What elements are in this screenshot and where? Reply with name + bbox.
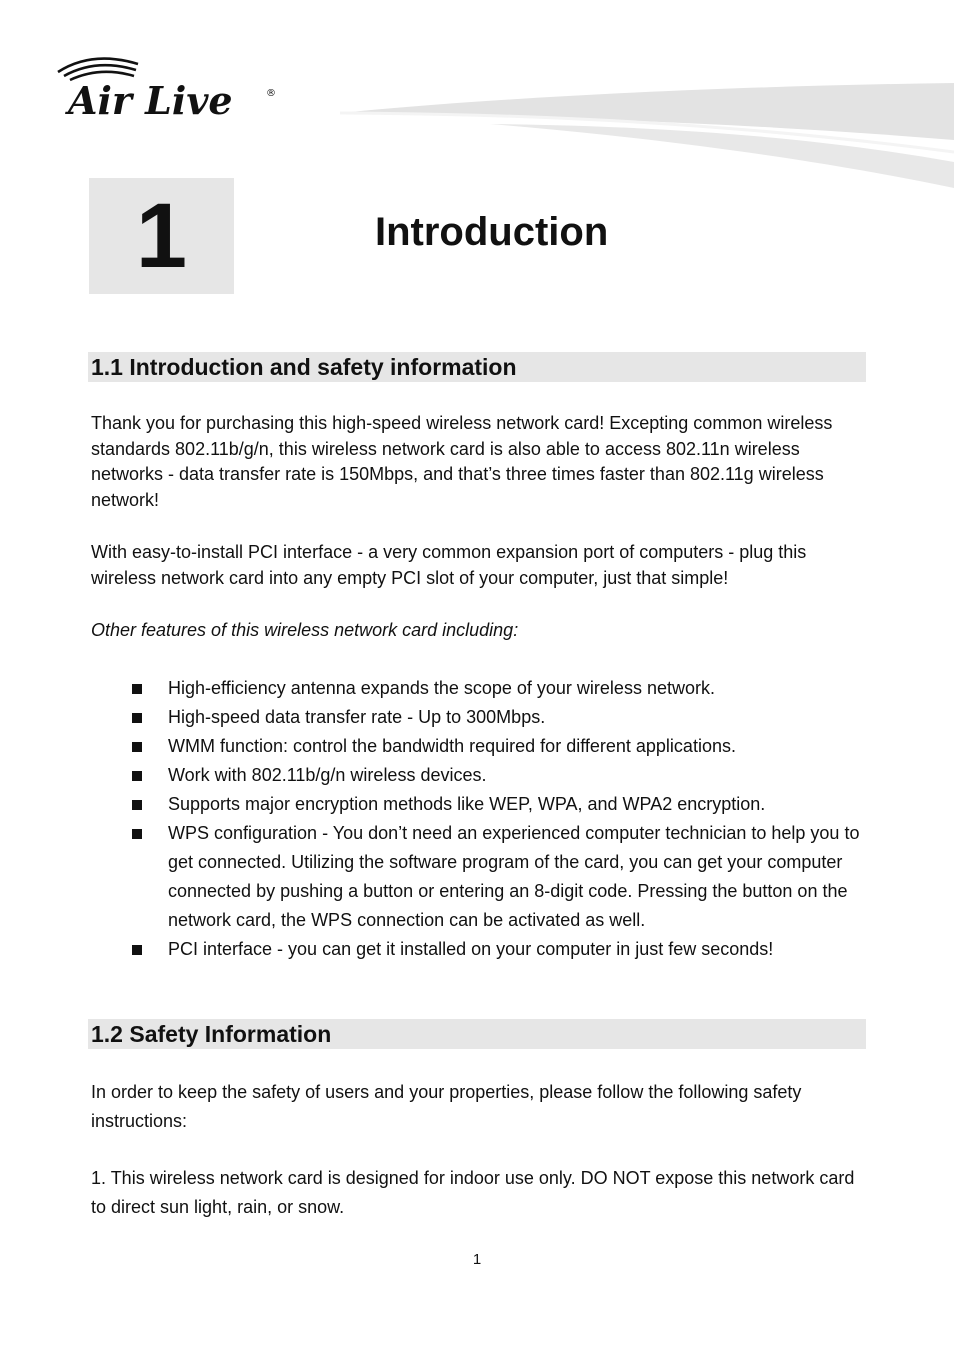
safety-instruction-1: 1. This wireless network card is designed for indoor use only. DO NOT expose this network card to direct sun light, rain, or snow. [91, 1168, 855, 1217]
pci-paragraph: With easy-to-install PCI interface - a very common expansion port of computers - plug this wireless network card into any empty PCI slot of your computer, just that simple! [91, 542, 807, 588]
chapter-title: Introduction [375, 210, 609, 254]
chapter-number: 1 [135, 185, 188, 287]
header-swoosh [340, 80, 954, 195]
square-bullet-icon [132, 945, 142, 955]
page-number: 1 [472, 1251, 482, 1268]
list-item: PCI interface - you can get it installed on your computer in just few seconds! [91, 935, 871, 964]
chapter-number-box [89, 178, 234, 294]
square-bullet-icon [132, 800, 142, 810]
square-bullet-icon [132, 713, 142, 723]
list-item: High-speed data transfer rate - Up to 300Mbps. [91, 703, 871, 732]
list-item: Supports major encryption methods like WEP, WPA, and WPA2 encryption. [91, 790, 871, 819]
list-item: WPS configuration - You don’t need an experienced computer technician to help you to get connected. Utilizing the software program of the card, you can get your computer connected by pushing a button or entering an 8-digit code. Pressing the button on the network card, the WPS connection can be activated as well. [91, 819, 871, 935]
list-item: WMM function: control the bandwidth required for different applications. [91, 732, 871, 761]
list-item: High-efficiency antenna expands the scope of your wireless network. [91, 674, 871, 703]
logo-wordmark: Air Live [68, 78, 233, 123]
intro-paragraph: Thank you for purchasing this high-speed wireless network card! Excepting common wireless standards 802.11b/g/n, this wireless network card is also able to access 802.11n wireless networks - data transfer rate is 150Mbps, and that’s three times faster than 802.11g wireless network! [91, 413, 833, 510]
square-bullet-icon [132, 829, 142, 839]
safety-intro-paragraph: In order to keep the safety of users and your properties, please follow the following safety instructions: [91, 1082, 802, 1131]
airlive-logo [52, 52, 284, 124]
features-list [91, 674, 871, 964]
square-bullet-icon [132, 684, 142, 694]
features-intro: Other features of this wireless network card including: [91, 620, 519, 640]
svg-text:®: ® [266, 88, 276, 99]
list-item: Work with 802.11b/g/n wireless devices. [91, 761, 871, 790]
section-heading-intro-safety: 1.1 Introduction and safety information [88, 352, 866, 382]
square-bullet-icon [132, 742, 142, 752]
square-bullet-icon [132, 771, 142, 781]
section-heading-safety: 1.2 Safety Information [88, 1019, 866, 1049]
